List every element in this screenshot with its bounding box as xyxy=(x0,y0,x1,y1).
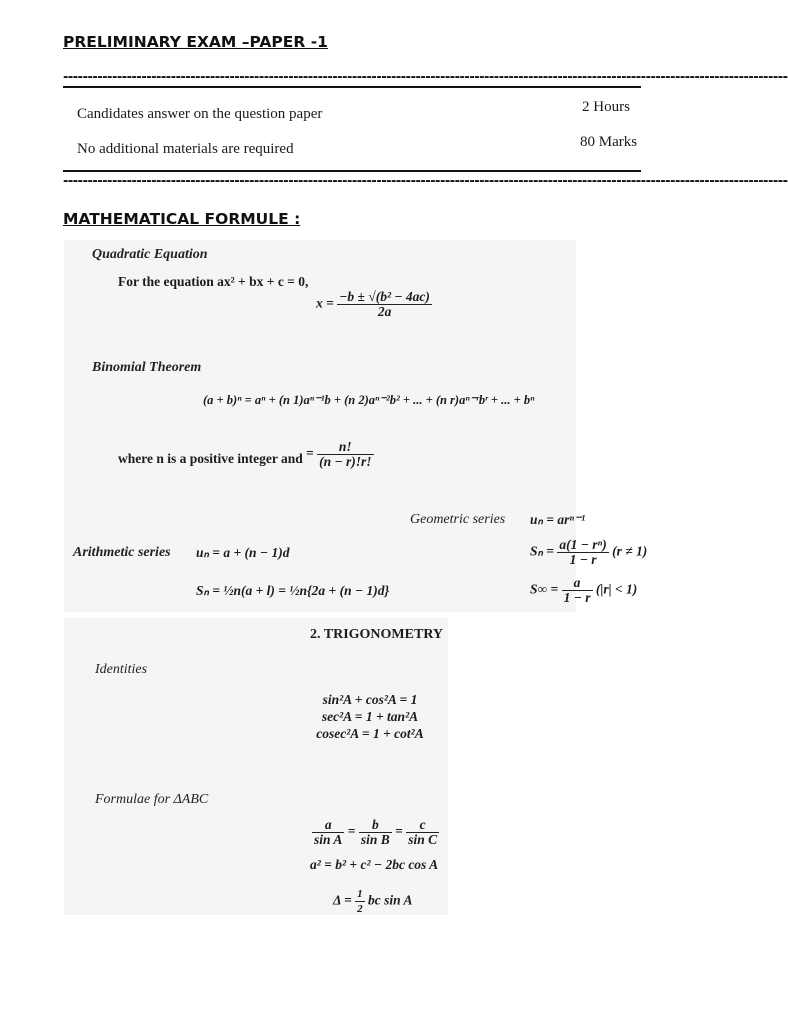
identity-3: cosec²A = 1 + cot²A xyxy=(316,726,424,741)
instruction-answer: Candidates answer on the question paper xyxy=(77,106,323,122)
geometric-un: uₙ = arⁿ⁻¹ xyxy=(530,512,586,527)
arithmetic-un: uₙ = a + (n − 1)d xyxy=(196,545,290,560)
sine-rule: $\frac{a}{\text{sin A}}$ = $\frac{b}{\text{sin B}}$ = $\frac{c}{\text{sin C}}$ xyxy=(314,817,438,847)
binomial-heading: Binomial Theorem xyxy=(92,360,202,375)
rule-bottom xyxy=(63,170,641,172)
dashed-separator-top: ---------------------------------------------------------------------------------------------------------------------------------------------------- xyxy=(63,70,788,85)
page-title: PRELIMINARY EXAM –PAPER -1 xyxy=(63,33,328,51)
quadratic-statement: For the equation ax² + bx + c = 0, xyxy=(118,274,309,289)
identity-2: sec²A = 1 + tan²A xyxy=(321,709,419,724)
arithmetic-heading: Arithmetic series xyxy=(73,545,171,560)
exam-marks: 80 Marks xyxy=(580,134,638,150)
geometric-sinf: S∞ = $\frac{a}{1 - r}$ (|r| < 1) xyxy=(530,575,638,605)
arithmetic-sn: Sₙ = ½n(a + l) = ½n{2a + (n − 1)d} xyxy=(196,583,390,598)
quadratic-heading: Quadratic Equation xyxy=(92,247,208,262)
binomial-where: where n is a positive integer and xyxy=(118,451,303,466)
trig-heading: 2. TRIGONOMETRY xyxy=(310,627,444,642)
rule-top xyxy=(63,86,641,88)
triangle-heading: Formulae for ΔABC xyxy=(95,792,209,807)
exam-duration: 2 Hours xyxy=(582,99,630,115)
identities-heading: Identities xyxy=(95,662,148,677)
instruction-materials: No additional materials are required xyxy=(77,141,294,157)
identity-1: sin²A + cos²A = 1 xyxy=(322,692,418,707)
quadratic-solution: x = $\frac{\text{−b ± √(b² − 4ac)}}{2a}$ xyxy=(316,289,430,319)
geometric-sn: Sₙ = $\frac{\text{a(1 − rⁿ)}}{1 - r}$ (r ≠ 1) xyxy=(530,537,648,567)
section-heading: MATHEMATICAL FORMULE : xyxy=(63,210,301,228)
area-formula: Δ = $\frac{1}{2}$ bc sin A xyxy=(333,888,413,915)
geometric-heading: Geometric series xyxy=(410,512,506,527)
cosine-rule: a² = b² + c² − 2bc cos A xyxy=(310,857,439,872)
binomial-expansion: (a + b)ⁿ = aⁿ + (n 1)aⁿ⁻¹b + (n 2)aⁿ⁻²b² + ... + (n r)aⁿ⁻ʳbʳ + ... + bⁿ xyxy=(203,393,535,407)
binomial-coefficient-definition: = $\frac{n!}{(n - r)!r!}$ xyxy=(306,439,372,469)
dashed-separator-bottom: ---------------------------------------------------------------------------------------------------------------------------------------------------- xyxy=(63,174,788,189)
